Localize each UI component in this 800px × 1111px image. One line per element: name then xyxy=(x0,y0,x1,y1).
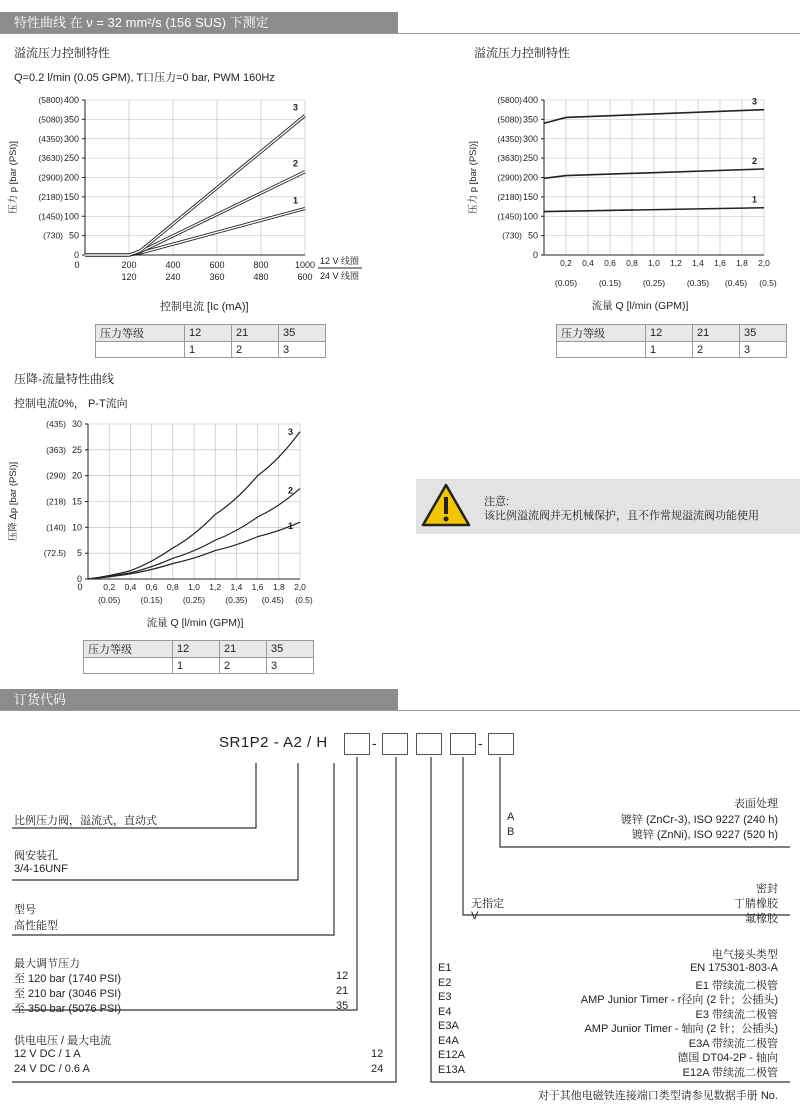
x-tick-label: 200 xyxy=(121,260,137,270)
connector-desc: AMP Junior Timer - r径向 (2 针；公插头) xyxy=(580,994,778,1006)
chart-left-svg xyxy=(0,88,370,318)
table-cell: 21 xyxy=(693,325,740,342)
x-tick-label: 1,4 xyxy=(230,582,243,592)
warning-box xyxy=(416,479,800,534)
y-tick-label-psi: (5800) xyxy=(38,95,63,105)
y-tick-label-psi: (363) xyxy=(46,444,66,455)
type-desc: 比例压力阀，溢流式，直动式 xyxy=(14,815,157,827)
x-tick-label-gpm: (0.15) xyxy=(140,595,163,605)
chart-title-left: 溢流压力控制特性 xyxy=(14,46,111,60)
x-tick-label: 0,8 xyxy=(166,582,179,592)
x-tick-label: 0,6 xyxy=(604,258,616,268)
section-header-text: 特性曲线 在 ν = 32 mm²/s (156 SUS) 下测定 xyxy=(14,15,269,30)
y-axis-label: 压力 p [bar (PSI)] xyxy=(468,141,479,214)
connector-desc: AMP Junior Timer - 轴向 (2 针；公插头) xyxy=(584,1023,778,1035)
x-tick-label-gpm: (0.15) xyxy=(598,278,622,288)
series-label: 1 xyxy=(288,521,294,532)
series-label: 3 xyxy=(293,102,299,113)
y-tick-label: 200 xyxy=(522,172,538,183)
code-box-seal xyxy=(450,733,476,755)
x-tick-label-24v: 120 xyxy=(121,272,137,282)
pressure-table-left xyxy=(95,324,326,358)
chart-bottom-svg xyxy=(0,412,330,637)
max-row-code: 35 xyxy=(336,1000,349,1012)
supply-row-code: 24 xyxy=(371,1063,384,1075)
table-cell xyxy=(96,342,185,358)
y-tick-label-psi: (3630) xyxy=(38,153,63,164)
model-title: 型号 xyxy=(14,904,36,916)
x-tick-label-24v: 360 xyxy=(209,272,225,282)
y-tick-label-psi: (2180) xyxy=(497,191,522,202)
warning-title: 注意: xyxy=(484,496,510,508)
warning-text: 该比例溢流阀并无机械保护，且不作常规溢流阀功能使用 xyxy=(484,510,759,522)
series-label: 2 xyxy=(288,485,294,496)
y-tick-label-psi: (5800) xyxy=(497,95,522,105)
x-tick-label: 1,0 xyxy=(648,258,660,268)
code-box-connector xyxy=(382,733,408,755)
max-row-text: 至 350 bar (5076 PSI) xyxy=(14,1003,122,1015)
supply-row-text: 12 V DC / 1 A xyxy=(14,1048,81,1060)
supply-title: 供电电压 / 最大电流 xyxy=(14,1035,112,1047)
y-axis-label: 压力 p [bar (PSI)] xyxy=(8,141,19,214)
y-tick-label: 350 xyxy=(522,114,538,125)
y-tick-label: 0 xyxy=(76,574,82,584)
connector-desc: E1 带续流二极管 xyxy=(695,979,778,992)
seal-title: 密封 xyxy=(756,883,778,895)
x-tick-label: 600 xyxy=(209,260,225,270)
table-cell: 1 xyxy=(185,342,232,358)
y-tick-label: 250 xyxy=(63,153,79,164)
y-tick-label: 0 xyxy=(73,250,79,260)
y-tick-label-psi: (730) xyxy=(43,230,63,241)
table-cell: 压力等级 xyxy=(84,641,173,658)
y-tick-label-psi: (2900) xyxy=(497,172,522,183)
cavity-title: 阀安装孔 xyxy=(14,850,58,862)
connector-code: E3 xyxy=(438,991,452,1003)
x-tick-label: 0,4 xyxy=(124,582,137,592)
pressure-table-right xyxy=(556,324,787,358)
y-tick-label: 100 xyxy=(522,211,538,222)
series-label: 1 xyxy=(293,195,299,206)
x-tick-label: 1000 xyxy=(294,260,316,270)
x-tick-label-gpm: (0.5) xyxy=(295,595,313,605)
label-12v: 12 V 线圈 xyxy=(320,256,360,266)
y-tick-label-psi: (1450) xyxy=(38,211,63,222)
y-tick-label: 300 xyxy=(522,133,538,144)
table-cell: 压力等级 xyxy=(557,325,646,342)
connector-code: E4 xyxy=(438,1005,452,1018)
y-tick-label-psi: (72.5) xyxy=(43,548,66,559)
seal-desc: 氟橡胶 xyxy=(745,913,778,925)
x-tick-label: 1,4 xyxy=(692,258,704,268)
connector-code: E4A xyxy=(438,1034,459,1047)
y-tick-label-psi: (218) xyxy=(46,496,66,507)
table-cell: 3 xyxy=(279,342,326,358)
pressure-table-bottom xyxy=(83,640,314,674)
model-value: 高性能型 xyxy=(14,920,58,932)
y-tick-label: 15 xyxy=(71,496,82,507)
y-tick-label-psi: (5080) xyxy=(38,114,63,125)
surface-desc: 镀锌 (ZnNi), ISO 9227 (520 h) xyxy=(631,829,778,841)
x-tick-label: 1,0 xyxy=(188,582,200,592)
connector-desc: E3 带续流二极管 xyxy=(695,1008,778,1021)
cavity-value: 3/4-16UNF xyxy=(14,863,68,875)
y-tick-label-psi: (4350) xyxy=(38,133,63,144)
table-cell: 压力等级 xyxy=(96,325,185,342)
x-tick-label: 2,0 xyxy=(758,258,770,268)
y-tick-label-psi: (2900) xyxy=(38,172,63,183)
x-tick-label-gpm: (0.25) xyxy=(642,278,666,288)
divider xyxy=(0,33,800,34)
seal-code: V xyxy=(471,910,479,922)
series-label: 2 xyxy=(293,158,299,169)
code-box-surface xyxy=(488,733,514,755)
section-header-order xyxy=(0,689,398,711)
y-tick-label-psi: (290) xyxy=(46,470,66,481)
series-line-inner xyxy=(85,209,305,256)
x-tick-label: 0,2 xyxy=(103,582,116,592)
x-tick-label-gpm: (0.45) xyxy=(261,595,284,605)
x-tick-label-24v: 600 xyxy=(297,272,313,282)
y-tick-label: 10 xyxy=(71,522,82,533)
chart-right-svg xyxy=(460,88,800,313)
surface-code: A xyxy=(507,811,515,823)
code-dash: - xyxy=(478,735,483,751)
connector-code: E13A xyxy=(438,1063,465,1076)
x-tick-label-gpm: (0.35) xyxy=(225,595,248,605)
series-line-inner xyxy=(85,172,305,255)
x-tick-label: 0,4 xyxy=(582,258,594,268)
surface-title: 表面处理 xyxy=(734,798,778,810)
x-tick-label-gpm: (0.45) xyxy=(724,278,748,288)
chart-subtitle-left: Q=0.2 l/min (0.05 GPM), T口压力=0 bar, PWM 160Hz xyxy=(14,72,275,84)
series-label: 3 xyxy=(752,96,758,107)
y-tick-label: 400 xyxy=(63,95,79,105)
y-tick-label-psi: (5080) xyxy=(497,114,522,125)
x-tick-label: 0,8 xyxy=(626,258,638,268)
series-line-inner xyxy=(85,116,305,256)
y-tick-label: 150 xyxy=(63,191,79,202)
x-tick-label: 1,2 xyxy=(670,258,682,268)
code-box-connector-2 xyxy=(416,733,442,755)
y-tick-label-psi: (3630) xyxy=(497,153,522,164)
seal-code: 无指定 xyxy=(471,898,504,910)
warning-icon xyxy=(421,482,471,528)
order-code-prefix: SR1P2 - A2 / H xyxy=(219,734,328,751)
x-tick-label: 0,6 xyxy=(145,582,158,592)
table-cell: 35 xyxy=(279,325,326,342)
connector-desc: E12A 带续流二极管 xyxy=(682,1066,778,1079)
max-row-code: 21 xyxy=(336,985,349,997)
connector-code: E2 xyxy=(438,976,452,989)
table-cell: 1 xyxy=(173,658,220,674)
y-tick-label: 0 xyxy=(532,250,538,260)
chart-subtitle-bottom: 控制电流0%， P-T流向 xyxy=(14,398,128,410)
y-tick-label: 25 xyxy=(71,444,82,455)
y-tick-label: 250 xyxy=(522,153,538,164)
table-cell: 3 xyxy=(267,658,314,674)
x-tick-label-gpm: (0.35) xyxy=(686,278,710,288)
table-cell: 3 xyxy=(740,342,787,358)
code-box-voltage xyxy=(344,733,370,755)
table-cell: 2 xyxy=(232,342,279,358)
section-header-text: 订货代码 xyxy=(14,692,67,707)
connector-desc: 德国 DT04-2P - 轴向 xyxy=(677,1052,778,1064)
connector-title: 电气接头类型 xyxy=(712,949,778,961)
table-cell xyxy=(84,658,173,674)
supply-row-text: 24 V DC / 0.6 A xyxy=(14,1063,90,1075)
y-tick-label: 5 xyxy=(76,548,82,559)
x-tick-label: 2,0 xyxy=(294,582,306,592)
table-cell: 2 xyxy=(693,342,740,358)
y-tick-label-psi: (730) xyxy=(502,230,522,241)
series-line-outer xyxy=(85,116,305,256)
x-tick-label-zero: 0 xyxy=(77,582,83,592)
y-tick-label: 50 xyxy=(68,230,79,241)
x-tick-label-24v: 480 xyxy=(253,272,269,282)
max-row-code: 12 xyxy=(336,970,349,982)
y-tick-label-psi: (435) xyxy=(46,419,66,429)
connector-code: E1 xyxy=(438,962,452,974)
supply-row-code: 12 xyxy=(371,1048,384,1060)
max-row-text: 至 210 bar (3046 PSI) xyxy=(14,988,122,1000)
footnote: 对于其他电磁铁连接端口类型请参见数据手册 No. xyxy=(537,1090,778,1102)
x-tick-label-zero: 0 xyxy=(74,260,80,270)
series-line-outer xyxy=(85,172,305,255)
x-tick-label-gpm: (0.5) xyxy=(759,278,777,288)
y-tick-label-psi: (4350) xyxy=(497,133,522,144)
chart-title-right: 溢流压力控制特性 xyxy=(474,46,571,60)
y-tick-label: 200 xyxy=(63,172,79,183)
x-axis-label: 流量 Q [l/min (GPM)] xyxy=(591,300,689,312)
chart-title-bottom: 压降-流量特性曲线 xyxy=(14,372,114,386)
x-tick-label-gpm: (0.05) xyxy=(554,278,578,288)
x-tick-label: 1,8 xyxy=(272,582,285,592)
table-cell: 35 xyxy=(267,641,314,658)
table-cell: 12 xyxy=(173,641,220,658)
table-cell: 12 xyxy=(185,325,232,342)
x-tick-label-gpm: (0.25) xyxy=(182,595,206,605)
surface-desc: 镀锌 (ZnCr-3), ISO 9227 (240 h) xyxy=(620,814,778,826)
x-tick-label: 1,8 xyxy=(736,258,748,268)
y-tick-label-psi: (140) xyxy=(46,522,66,533)
series-label: 2 xyxy=(752,155,758,166)
x-tick-label: 800 xyxy=(253,260,269,270)
y-tick-label-psi: (1450) xyxy=(497,211,522,222)
y-tick-label-psi: (2180) xyxy=(38,191,63,202)
y-tick-label: 50 xyxy=(527,230,538,241)
max-row-text: 至 120 bar (1740 PSI) xyxy=(14,973,122,985)
section-header-curves xyxy=(0,12,398,34)
seal-desc: 丁腈橡胶 xyxy=(734,898,778,910)
connector-code: E3A xyxy=(438,1020,459,1032)
y-tick-label: 20 xyxy=(71,470,82,481)
label-24v: 24 V 线圈 xyxy=(320,271,360,281)
series-label: 1 xyxy=(752,194,758,205)
connector-code: E12A xyxy=(438,1049,465,1061)
y-axis-label: 压降 Δp [bar (PSI)] xyxy=(8,461,19,542)
max-pressure-title: 最大调节压力 xyxy=(14,958,80,970)
x-axis-label: 流量 Q [l/min (GPM)] xyxy=(146,617,244,629)
table-cell: 21 xyxy=(220,641,267,658)
y-tick-label: 300 xyxy=(63,133,79,144)
x-tick-label: 1,6 xyxy=(714,258,726,268)
table-cell: 12 xyxy=(646,325,693,342)
surface-code: B xyxy=(507,826,515,838)
table-cell: 2 xyxy=(220,658,267,674)
x-tick-label: 1,6 xyxy=(251,582,264,592)
code-dash: - xyxy=(372,735,377,751)
x-tick-label: 0,2 xyxy=(560,258,572,268)
series-label: 3 xyxy=(288,426,294,437)
x-tick-label: 1,2 xyxy=(209,582,222,592)
y-tick-label: 150 xyxy=(522,191,538,202)
y-tick-label: 30 xyxy=(71,419,82,429)
connector-desc: EN 175301-803-A xyxy=(689,962,778,974)
table-cell xyxy=(557,342,646,358)
table-cell: 35 xyxy=(740,325,787,342)
table-cell: 21 xyxy=(232,325,279,342)
y-tick-label: 400 xyxy=(522,95,538,105)
series-line-outer xyxy=(85,209,305,256)
connector-desc: E3A 带续流二极管 xyxy=(688,1037,778,1050)
x-tick-label-24v: 240 xyxy=(165,272,181,282)
x-axis-label-left: 控制电流 [Ic (mA)] xyxy=(160,301,249,313)
table-cell: 1 xyxy=(646,342,693,358)
x-tick-label-gpm: (0.05) xyxy=(98,595,121,605)
y-tick-label: 100 xyxy=(63,211,79,222)
divider xyxy=(0,710,800,711)
y-tick-label: 350 xyxy=(63,114,79,125)
x-tick-label: 400 xyxy=(165,260,181,270)
